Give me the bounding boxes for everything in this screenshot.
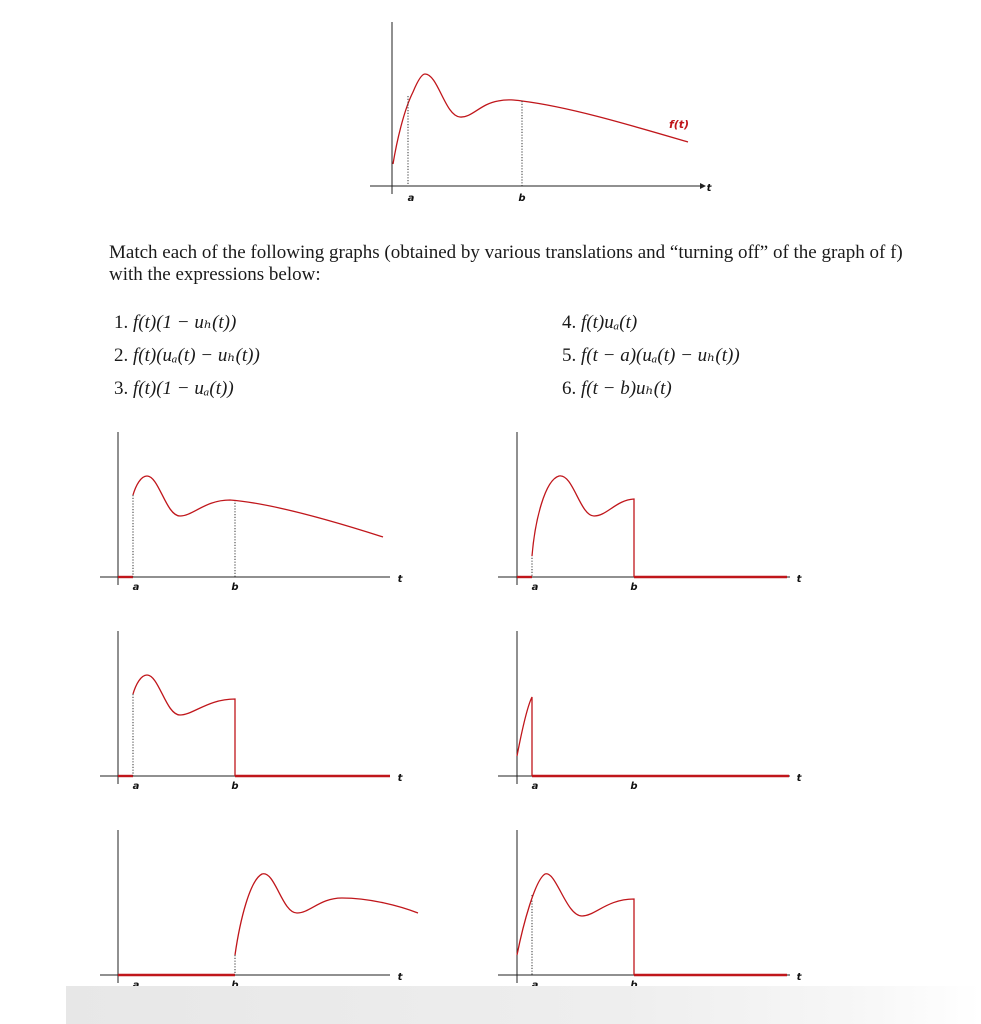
label-t: t [706, 183, 712, 194]
label-a: a [132, 781, 140, 792]
expression-number: 4. [562, 312, 577, 333]
label-f: f(t) [668, 118, 690, 131]
label-t: t [796, 972, 802, 983]
graph-curve [133, 476, 383, 537]
f-curve [393, 74, 688, 164]
label-a: a [407, 193, 415, 204]
label-t: t [397, 574, 403, 585]
label-a: a [531, 781, 539, 792]
expression-math: f(t − b)uₕ(t) [581, 378, 672, 399]
expression-math: f(t)(uₐ(t) − uₕ(t)) [133, 345, 260, 366]
graph-4 [498, 631, 803, 792]
graph-curve [517, 874, 634, 975]
label-a: a [132, 582, 140, 593]
label-t: t [397, 773, 403, 784]
expression-number: 3. [114, 378, 129, 399]
label-b: b [231, 582, 239, 593]
label-t: t [796, 574, 802, 585]
expression-number: 1. [114, 312, 129, 333]
x-axis-arrow [700, 183, 706, 189]
graph-3 [100, 631, 404, 792]
graph-1 [100, 432, 404, 593]
graph-2 [498, 432, 803, 593]
label-b: b [630, 582, 638, 593]
label-b: b [518, 193, 526, 204]
label-b: b [630, 781, 638, 792]
expression-1 [114, 312, 236, 334]
expression-3 [114, 378, 234, 400]
expression-math: f(t)uₐ(t) [581, 312, 638, 333]
expression-math: f(t)(1 − uₕ(t)) [133, 312, 237, 333]
expression-math: f(t − a)(uₐ(t) − uₕ(t)) [581, 345, 740, 366]
bottom-shadow [66, 986, 981, 1024]
graph-original [370, 22, 713, 204]
label-t: t [397, 972, 403, 983]
label-a: a [531, 582, 539, 593]
graph-curve [532, 476, 634, 577]
expression-number: 6. [562, 378, 577, 399]
expression-4 [562, 312, 637, 334]
expression-number: 5. [562, 345, 577, 366]
graph-curve [133, 675, 235, 776]
graph-curve [517, 697, 532, 776]
expression-5 [562, 345, 740, 367]
graph-5 [100, 830, 418, 991]
label-b: b [231, 781, 239, 792]
label-t: t [796, 773, 802, 784]
expression-6 [562, 378, 672, 400]
prompt-line-2: with the expressions below: [109, 264, 321, 285]
prompt-text [109, 242, 981, 286]
prompt-line-1: Match each of the following graphs (obtained by various translations and “turning off” of the graph of f) [109, 242, 903, 263]
expression-math: f(t)(1 − uₐ(t)) [133, 378, 234, 399]
expression-2 [114, 345, 260, 367]
expression-number: 2. [114, 345, 129, 366]
graph-curve [235, 874, 418, 955]
graph-6 [498, 830, 803, 991]
